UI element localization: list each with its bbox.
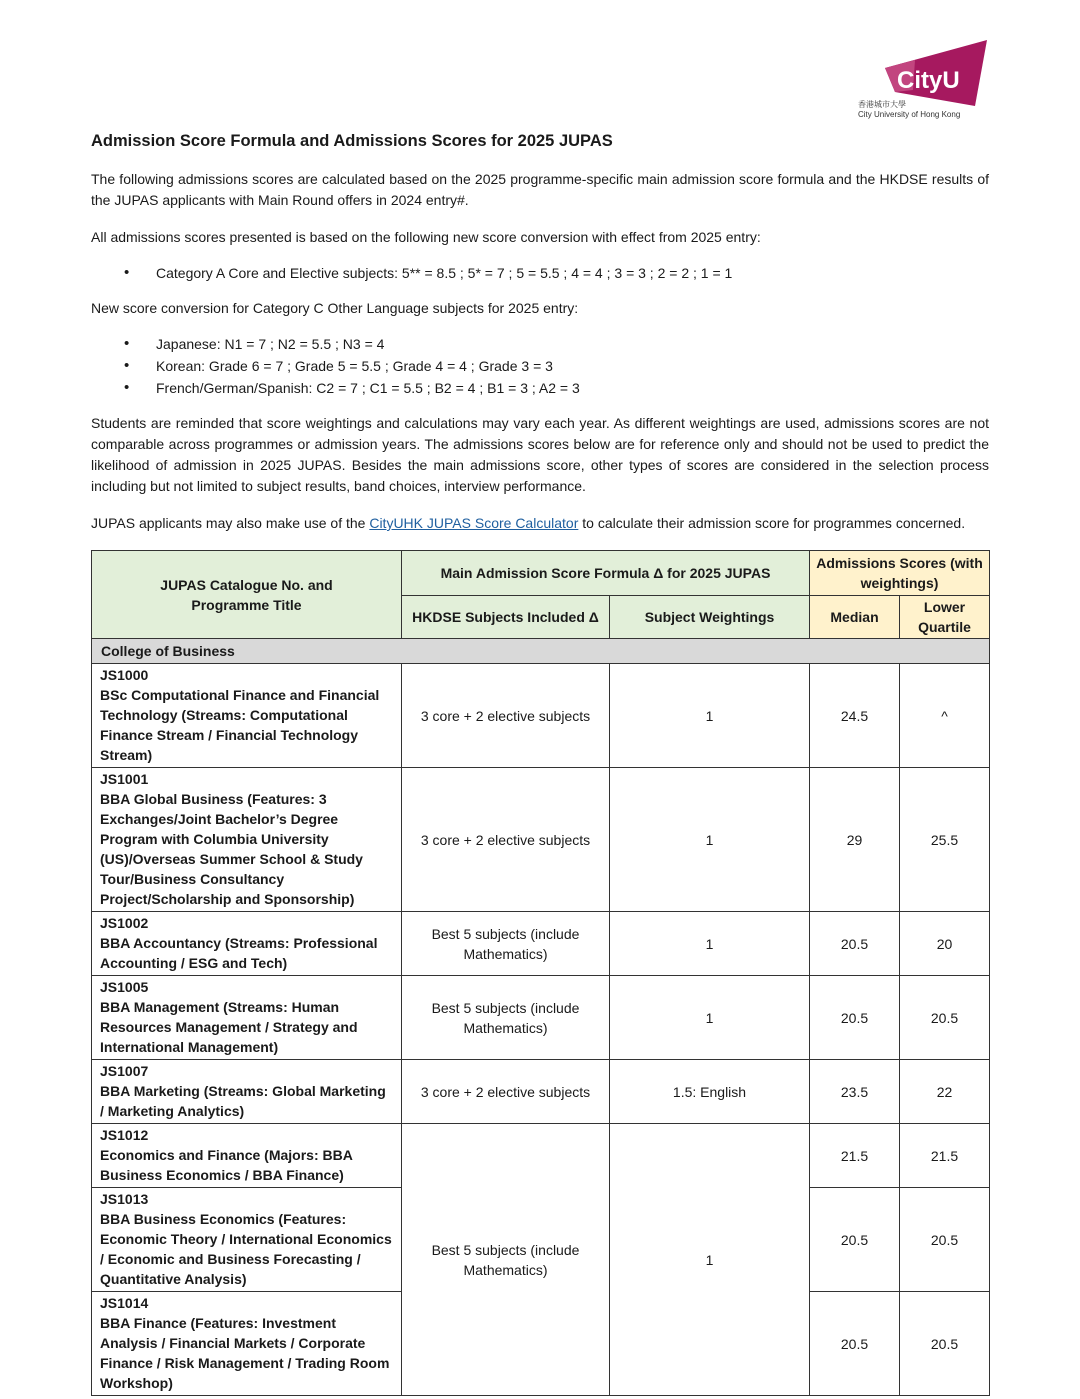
lower-quartile-cell: ^ [900, 664, 990, 768]
programme-title: Economics and Finance (Majors: BBA Business Economics / BBA Finance) [100, 1147, 353, 1183]
category-c-list [91, 333, 989, 399]
table-row [92, 768, 990, 912]
category-a-item: • Category A Core and Elective subjects: 5** = 8.5 ; 5* = 7 ; 5 = 5.5 ; 4 = 4 ; 3 = 3 ; 2 = 2 ; 1 = 1 [156, 262, 989, 284]
lower-quartile-cell: 22 [900, 1060, 990, 1124]
programme-code: JS1000 [100, 667, 149, 683]
subjects-cell: Best 5 subjects (include Mathematics) [402, 912, 610, 976]
programme-code: JS1001 [100, 771, 149, 787]
weighting-cell: 1.5: English [610, 1060, 810, 1124]
programme-cell [92, 1060, 402, 1124]
table-row [92, 1124, 990, 1188]
lower-quartile-cell: 20 [900, 912, 990, 976]
table-row [92, 912, 990, 976]
admission-scores-table [91, 550, 990, 1396]
calculator-text-after: to calculate their admission score for programmes concerned. [578, 515, 966, 531]
median-cell: 20.5 [810, 976, 900, 1060]
category-c-intro: New score conversion for Category C Other Language subjects for 2025 entry: [91, 300, 579, 316]
subjects-cell: Best 5 subjects (include Mathematics) [402, 976, 610, 1060]
header-subjects: HKDSE Subjects Included Δ [402, 596, 610, 639]
calculator-text-before: JUPAS applicants may also make use of the [91, 515, 370, 531]
college-name: College of Business [92, 639, 990, 664]
programme-cell [92, 768, 402, 912]
subjects-cell: 3 core + 2 elective subjects [402, 664, 610, 768]
header-scores: Admissions Scores (with weightings) [810, 551, 990, 596]
lower-quartile-cell: 20.5 [900, 976, 990, 1060]
lower-quartile-cell: 20.5 [900, 1188, 990, 1292]
programme-cell [92, 976, 402, 1060]
weighting-cell: 1 [610, 912, 810, 976]
category-c-item: • French/German/Spanish: C2 = 7 ; C1 = 5.5 ; B2 = 4 ; B1 = 3 ; A2 = 3 [156, 377, 989, 399]
programme-title: BSc Computational Finance and Financial Technology (Streams: Computational Finance Stream / Financial Technology Stream) [100, 687, 380, 763]
programme-code: JS1014 [100, 1295, 149, 1311]
weighting-cell-merged: 1 [610, 1124, 810, 1396]
conversion-intro: All admissions scores presented is based on the following new score conversion with effect from 2025 entry: [91, 229, 761, 245]
programme-title: BBA Accountancy (Streams: Professional Accounting / ESG and Tech) [100, 935, 378, 971]
page-title: Admission Score Formula and Admissions Scores for 2025 JUPAS [91, 132, 613, 150]
median-cell: 29 [810, 768, 900, 912]
lower-quartile-cell: 25.5 [900, 768, 990, 912]
logo-tagline-zh: 香港城市大學 [858, 100, 906, 109]
median-cell: 24.5 [810, 664, 900, 768]
logo-text: CityU [897, 67, 960, 94]
intro-paragraph: The following admissions scores are calculated based on the 2025 programme-specific main admission score formula and the HKDSE results of the JUPAS applicants with Main Round offers in 2024 entry#. [91, 171, 989, 208]
table-row [92, 976, 990, 1060]
programme-cell [92, 1188, 402, 1292]
subjects-cell-merged: Best 5 subjects (include Mathematics) [402, 1124, 610, 1396]
logo-tagline-en: City University of Hong Kong [858, 110, 961, 119]
programme-code: JS1005 [100, 979, 149, 995]
programme-title: BBA Marketing (Streams: Global Marketing / Marketing Analytics) [100, 1083, 386, 1119]
reminder-paragraph: Students are reminded that score weightings and calculations may vary each year. As different weightings are used, admissions scores are not comparable across programmes or admission years. The admissions scores below are for reference only and should not be used to predict the likelihood of admission in 2025 JUPAS. Besides the main admissions score, other types of scores are considered in the selection process including but not limited to subject results, band choices, interview performance. [91, 415, 989, 494]
table-row [92, 664, 990, 768]
programme-code: JS1007 [100, 1063, 149, 1079]
median-cell: 20.5 [810, 1292, 900, 1396]
weighting-cell: 1 [610, 976, 810, 1060]
subjects-cell: 3 core + 2 elective subjects [402, 1060, 610, 1124]
programme-code: JS1012 [100, 1127, 149, 1143]
category-c-item: • Japanese: N1 = 7 ; N2 = 5.5 ; N3 = 4 [156, 333, 989, 355]
programme-cell [92, 912, 402, 976]
header-formula: Main Admission Score Formula Δ for 2025 JUPAS [402, 551, 810, 596]
logo-tagline [858, 100, 960, 120]
calculator-paragraph [91, 513, 989, 534]
programme-title: BBA Business Economics (Features: Economic Theory / International Economics / Economic and Business Forecasting / Quantitative Analysis) [100, 1211, 392, 1287]
median-cell: 20.5 [810, 1188, 900, 1292]
median-cell: 20.5 [810, 912, 900, 976]
median-cell: 23.5 [810, 1060, 900, 1124]
programme-title: BBA Finance (Features: Investment Analysis / Financial Markets / Corporate Finance / Risk Management / Trading Room Workshop) [100, 1315, 390, 1391]
table-row [92, 1060, 990, 1124]
category-c-item: • Korean: Grade 6 = 7 ; Grade 5 = 5.5 ; Grade 4 = 4 ; Grade 3 = 3 [156, 355, 989, 377]
category-a-list [91, 262, 989, 284]
header-median: Median [810, 596, 900, 639]
programme-code: JS1013 [100, 1191, 149, 1207]
lower-quartile-cell: 20.5 [900, 1292, 990, 1396]
programme-title: BBA Global Business (Features: 3 Exchanges/Joint Bachelor’s Degree Program with Columbia University (US)/Overseas Summer School & Study Tour/Business Consultancy Project/Scholarship and Sponsorship) [100, 791, 363, 907]
header-programme: JUPAS Catalogue No. and Programme Title [92, 551, 402, 639]
programme-cell [92, 1124, 402, 1188]
programme-code: JS1002 [100, 915, 149, 931]
programme-title: BBA Management (Streams: Human Resources Management / Strategy and International Management) [100, 999, 358, 1055]
programme-cell [92, 1292, 402, 1396]
header-weightings: Subject Weightings [610, 596, 810, 639]
score-calculator-link[interactable]: CityUHK JUPAS Score Calculator [369, 515, 579, 531]
median-cell: 21.5 [810, 1124, 900, 1188]
lower-quartile-cell: 21.5 [900, 1124, 990, 1188]
programme-cell [92, 664, 402, 768]
weighting-cell: 1 [610, 768, 810, 912]
header-lower-quartile: Lower Quartile [900, 596, 990, 639]
college-row [92, 639, 990, 664]
subjects-cell: 3 core + 2 elective subjects [402, 768, 610, 912]
document-body [91, 132, 989, 1396]
weighting-cell: 1 [610, 664, 810, 768]
